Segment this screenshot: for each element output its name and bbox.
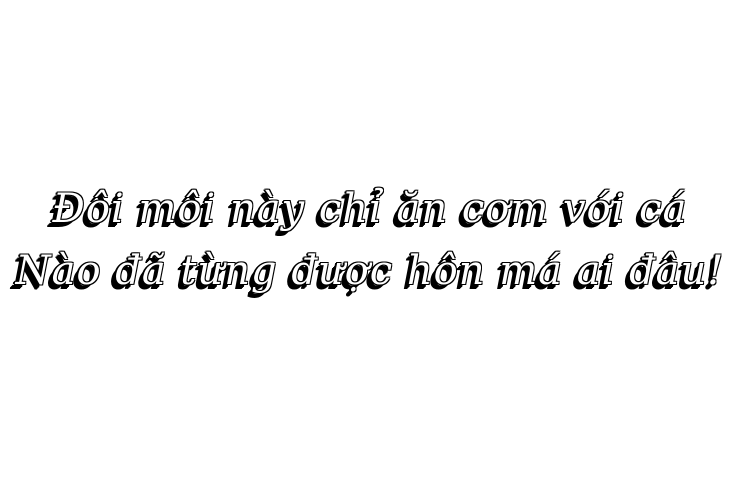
poem-text — [0, 178, 740, 302]
poem-line-1: Đôi môi này chỉ ăn cơm với cá — [52, 186, 688, 232]
poem-line-2: Nào đã từng được hôn má ai đâu! — [15, 248, 725, 294]
